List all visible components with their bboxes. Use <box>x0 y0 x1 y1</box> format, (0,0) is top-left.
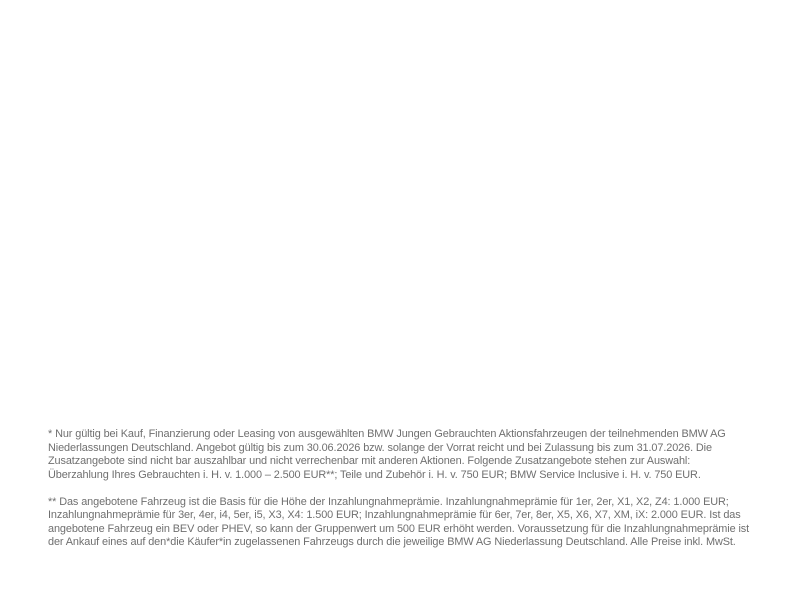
footnote-line: angebotene Fahrzeug ein BEV oder PHEV, so kann der Gruppenwert um 500 EUR erhöht werden. Voraussetzung für die Inzahlungnahmeprämie ist <box>48 522 750 535</box>
footnote-line: ** Das angebotene Fahrzeug ist die Basis für die Höhe der Inzahlungnahmeprämie. Inzahlungnahmeprämie für 1er, 2er, X1, X2, Z4: 1.000 EUR; <box>48 495 729 508</box>
footnote-paragraph-offer-conditions <box>48 428 768 482</box>
footnote-line: der Ankauf eines auf den*die Käufer*in zugelassenen Fahrzeugs durch die jeweilige BMW AG Niederlassung Deutschland. Alle Preise inkl. MwSt. <box>48 536 736 548</box>
legal-disclaimer-block <box>48 428 768 550</box>
footnote-line: Überzahlung Ihres Gebrauchten i. H. v. 1.000 – 2.500 EUR**; Teile und Zubehör i. H. v. 750 EUR; BMW Service Inclusive i. H. v. 750 EUR. <box>48 468 701 481</box>
footnote-line: Inzahlungnahmeprämie für 3er, 4er, i4, 5er, i5, X3, X4: 1.500 EUR; Inzahlungnahmeprämie für 6er, 7er, 8er, X5, X6, X7, XM, iX: 2.000 EUR. Ist das <box>48 509 741 521</box>
footnote-line: Zusatzangebote sind nicht bar auszahlbar und nicht verrechenbar mit anderen Aktionen. Folgende Zusatzangebote stehen zur Auswahl: <box>48 455 691 467</box>
footnote-line: Niederlassungen Deutschland. Angebot gültig bis zum 30.06.2026 bzw. solange der Vorrat reicht und bei Zulassung bis zum 31.07.2026. Die <box>48 441 712 454</box>
footnote-paragraph-trade-in-premium <box>48 496 768 550</box>
footnote-line: * Nur gültig bei Kauf, Finanzierung oder Leasing von ausgewählten BMW Jungen Gebrauchten Aktionsfahrzeugen der teilnehmenden BMW AG <box>48 428 726 440</box>
